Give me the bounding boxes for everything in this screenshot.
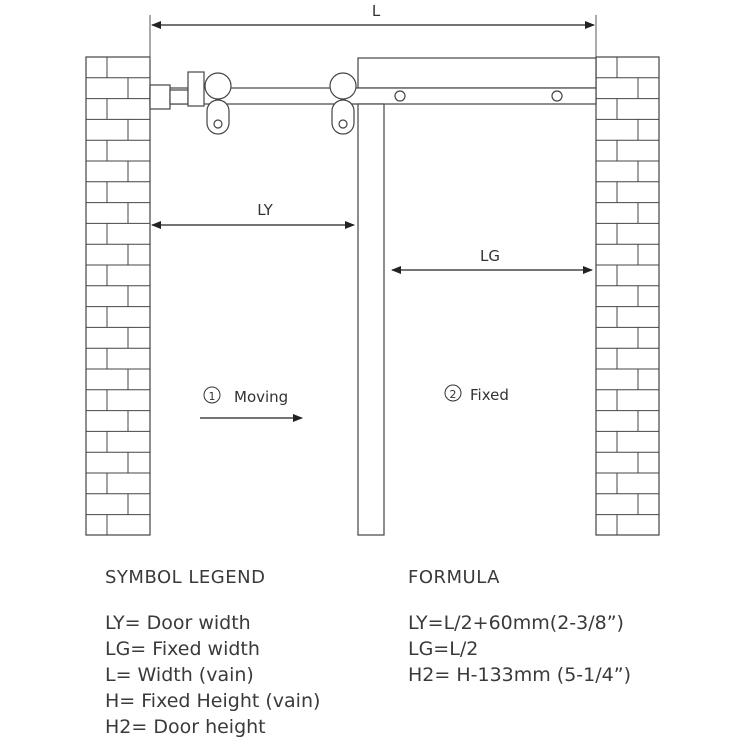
fixed-width-dimension	[392, 247, 592, 270]
legend-item: L= Width (vain)	[105, 664, 254, 686]
moving-label: Moving	[234, 388, 289, 406]
legend-item: H= Fixed Height (vain)	[105, 690, 321, 712]
hanger-bolt	[214, 120, 222, 128]
legend-item: LY= Door width	[105, 612, 251, 634]
end-stop-block	[170, 90, 188, 104]
symbol-legend	[105, 567, 320, 740]
rail-screw-left	[395, 91, 405, 101]
rail-screw-right	[552, 91, 562, 101]
formula-list	[408, 610, 631, 688]
wall-plate	[150, 85, 170, 109]
fixed-zone	[445, 385, 509, 404]
end-stop-cap	[188, 72, 204, 106]
formula-item: LY=L/2+60mm(2-3/8”)	[408, 612, 624, 634]
right-brick-wall	[596, 57, 659, 535]
symbol-legend-title: SYMBOL LEGEND	[105, 567, 266, 588]
fixed-number: 2	[449, 388, 457, 401]
door-width-dimension	[152, 201, 354, 225]
moving-number: 1	[208, 390, 216, 403]
wall-outline	[86, 57, 150, 535]
formula-item: LG=L/2	[408, 638, 479, 660]
overall-width-label: L	[371, 2, 381, 20]
overall-width-dimension	[150, 2, 596, 60]
wall-outline	[596, 57, 659, 535]
formula-legend	[408, 567, 631, 688]
fixed-glass-panel	[358, 104, 384, 535]
fixed-width-label: LG	[480, 247, 500, 265]
end-stop-bracket	[150, 72, 204, 109]
fixed-header-panel	[358, 58, 596, 88]
legend-item: LG= Fixed width	[105, 638, 260, 660]
formula-title: FORMULA	[408, 567, 500, 588]
hanger-plate	[207, 100, 229, 134]
symbol-legend-list	[105, 610, 320, 740]
door-width-label: LY	[257, 201, 273, 219]
fixed-label: Fixed	[470, 386, 509, 404]
hanger-bolt	[339, 120, 347, 128]
formula-item: H2= H-133mm (5-1/4”)	[408, 664, 631, 686]
legend-item: H2= Door height	[105, 716, 266, 738]
moving-zone	[200, 387, 302, 418]
roller-wheel	[330, 73, 356, 99]
hanger-plate	[332, 100, 354, 134]
left-brick-wall	[86, 57, 150, 535]
roller-wheel	[205, 73, 231, 99]
